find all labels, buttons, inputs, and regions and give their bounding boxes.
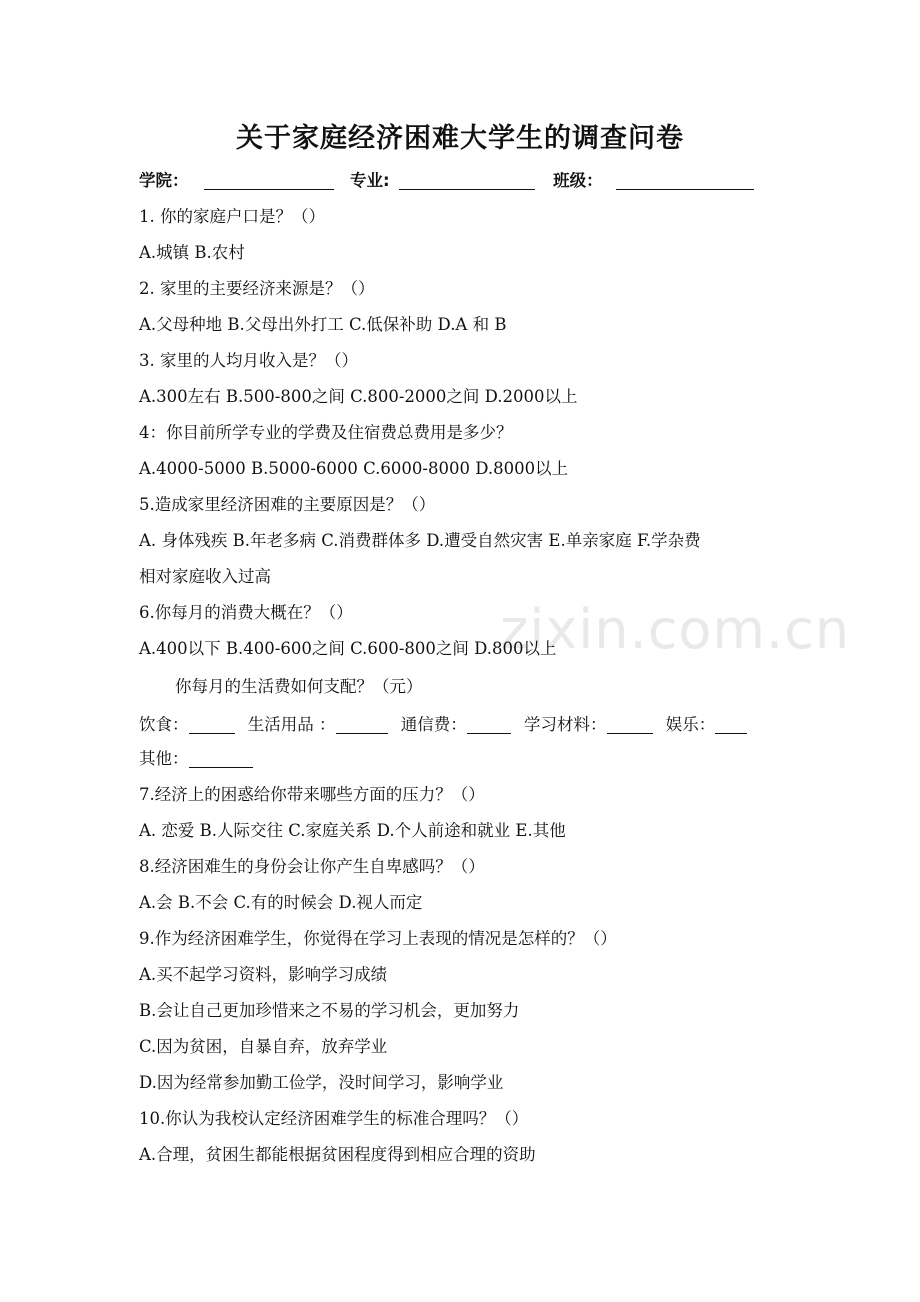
q7-question: 7.经济上的困惑给你带来哪些方面的压力？（） xyxy=(139,785,485,804)
q3-options: A.300左右 B.500-800之间 C.800-2000之间 D.2000以上 xyxy=(139,387,578,406)
food-label: 饮食： xyxy=(139,715,189,734)
page-title: 关于家庭经济困难大学生的调查问卷 xyxy=(236,123,684,154)
info-row xyxy=(139,167,754,191)
other-field[interactable] xyxy=(189,749,253,768)
college-field[interactable] xyxy=(204,171,334,190)
daily-label: 生活用品 ： xyxy=(247,715,336,734)
q6-question: 6.你每月的消费大概在？（） xyxy=(139,603,353,622)
comm-label: 通信费： xyxy=(400,715,467,734)
q7-options: A. 恋爱 B.人际交往 C.家庭关系 D.个人前途和就业 E.其他 xyxy=(139,821,566,840)
major-field[interactable] xyxy=(399,171,535,190)
ent-label: 娱乐： xyxy=(665,715,716,734)
q4-question: 4：你目前所学专业的学费及住宿费总费用是多少？ xyxy=(139,423,513,442)
q6-options: A.400以下 B.400-600之间 C.600-800之间 D.800以上 xyxy=(139,639,557,658)
q8-options: A.会 B.不会 C.有的时候会 D.视人而定 xyxy=(139,893,423,912)
q5-options-line2: 相对家庭收入过高 xyxy=(139,567,271,586)
q9-option-d: D.因为经常参加勤工俭学，没时间学习，影响学业 xyxy=(139,1073,504,1092)
food-field[interactable] xyxy=(189,715,235,734)
ent-field[interactable] xyxy=(715,715,747,734)
budget-row xyxy=(139,711,747,735)
q9-option-c: C.因为贫困，自暴自弃，放弃学业 xyxy=(139,1037,388,1056)
study-label: 学习材料： xyxy=(524,715,607,734)
study-field[interactable] xyxy=(607,715,653,734)
college-label: 学院： xyxy=(139,171,189,190)
q10-option-a: A.合理，贫困生都能根据贫困程度得到相应合理的资助 xyxy=(139,1145,536,1164)
q4-options: A.4000-5000 B.5000-6000 C.6000-8000 D.8000以上 xyxy=(139,459,569,478)
q8-question: 8.经济困难生的身份会让你产生自卑感吗？（） xyxy=(139,857,485,876)
q6-sub-question: 你每月的生活费如何支配？（元） xyxy=(175,677,423,696)
q10-question: 10.你认为我校认定经济困难学生的标准合理吗？（） xyxy=(139,1109,529,1128)
other-row xyxy=(139,745,253,769)
comm-field[interactable] xyxy=(467,715,511,734)
q1-options: A.城镇 B.农村 xyxy=(139,243,245,262)
q2-options: A.父母种地 B.父母出外打工 C.低保补助 D.A 和 B xyxy=(139,315,507,334)
q9-option-a: A.买不起学习资料，影响学习成绩 xyxy=(139,965,388,984)
class-label: 班级： xyxy=(553,171,603,190)
major-label: 专业: xyxy=(350,171,390,190)
q3-question: 3. 家里的人均月收入是？（） xyxy=(139,351,358,370)
other-label: 其他： xyxy=(139,749,189,768)
q5-question: 5.造成家里经济困难的主要原因是？（） xyxy=(139,495,436,514)
daily-field[interactable] xyxy=(336,715,388,734)
q5-options-line1: A. 身体残疾 B.年老多病 C.消费群体多 D.遭受自然灾害 E.单亲家庭 F.学杂费 xyxy=(139,531,701,550)
q2-question: 2. 家里的主要经济来源是？（） xyxy=(139,279,375,298)
watermark: zixin.com.cn xyxy=(500,598,851,661)
class-field[interactable] xyxy=(616,171,754,190)
q9-question: 9.作为经济困难学生，你觉得在学习上表现的情况是怎样的？（） xyxy=(139,929,617,948)
q9-option-b: B.会让自己更加珍惜来之不易的学习机会，更加努力 xyxy=(139,1001,520,1020)
q1-question: 1. 你的家庭户口是？（） xyxy=(139,207,325,226)
